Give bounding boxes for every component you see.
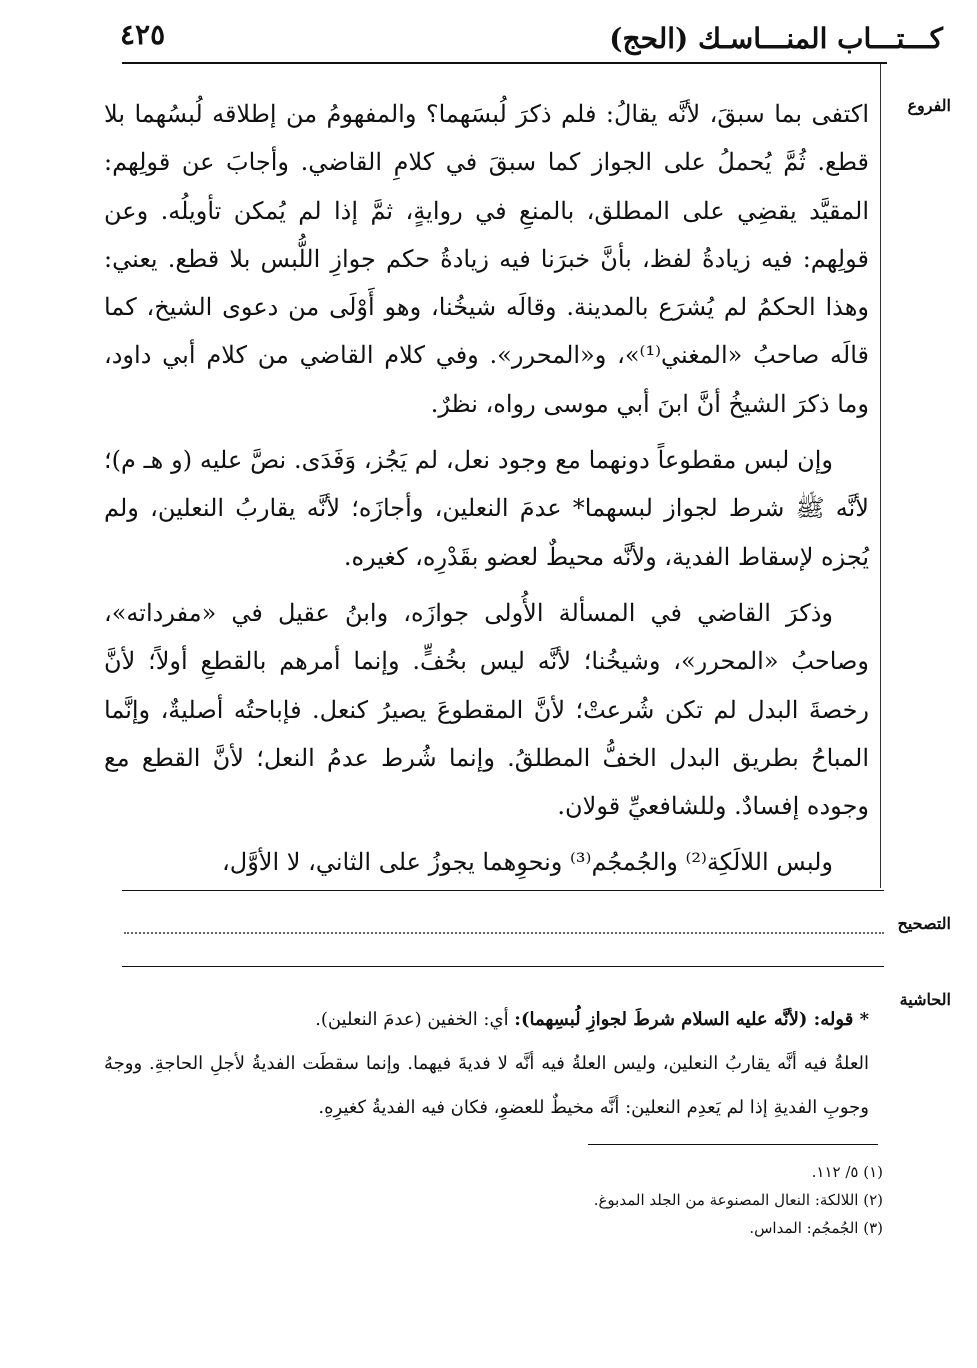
footnotes xyxy=(123,1158,883,1242)
side-label-tashih: التصحيح xyxy=(897,914,951,933)
section-rule xyxy=(122,966,884,967)
running-header-title: كـــتـــاب المنـــاسـك (الحج) xyxy=(609,22,943,55)
page-number: ٤٢٥ xyxy=(120,18,166,51)
paragraph: ولبس اللالَكِة⁽²⁾ والجُمجُم⁽³⁾ ونحوِهما يجوزُ على الثاني، لا الأوَّل، xyxy=(222,848,833,877)
side-label-furu: الفروع xyxy=(907,96,951,115)
section-rule xyxy=(122,890,884,891)
main-text xyxy=(104,90,869,887)
footnote: (٣) الجُمجُم: المداس. xyxy=(749,1219,883,1237)
tashih-dotted-line xyxy=(124,932,884,934)
paragraph: وذكرَ القاضي في المسألة الأُولى جوازَه، وابنُ عقيل في «مفرداته»، وصاحبُ «المحرر»، وشيخُنا؛ لأنَّه ليس بخُفٍّ. وإنما أمرهم بالقطعِ أولاً؛ لأنَّ رخصةَ البدل لم تكن شُرعتْ؛ لأنَّ المقطوعَ يصيرُ كنعل. فإباحتُه أصليةٌ، وإنَّما المباحُ بطريق البدل الخفُّ المطلقُ. وإنما شُرط عدمُ النعل؛ لأنَّ القطع مع وجوده إفسادٌ. وللشافعيِّ قولان. xyxy=(104,598,869,821)
header-rule xyxy=(122,62,887,64)
hashiya-quote: * قوله: (لأنَّه عليه السلام شرطَ لجوازِ لُبسِهما): xyxy=(514,1009,869,1030)
footnote-rule xyxy=(588,1144,878,1145)
hashiya-body: العلةُ فيه أنَّه يقاربُ النعلين، وليس العلةُ فيه أنَّه لا فديةَ فيهما. وإنما سقطَت الفديةُ لأجلِ الحاجةِ. ووجهُ وجوبِ الفديةِ إذا لم يَعدِم النعلين: أنَّه مخيطٌ للعضوِ، فكان فيه الفديةُ كغيرِهِ. xyxy=(104,1053,869,1118)
side-label-hashiya: الحاشية xyxy=(899,990,951,1009)
paragraph: اكتفى بما سبقَ، لأنَّه يقالُ: فلم ذكرَ لُبسَهما؟ والمفهومُ من إطلاقه لُبسُهما بلا قطع. ثُمَّ يُحملُ على الجواز كما سبقَ في كلامِ القاضي. وأجابَ عن قولِهم: المقيَّد يقضِي على المطلق، بالمنعِ في روايةٍ، ثمَّ إذا لم يُمكن تأويلُه. وعن قولِهم: فيه زيادةُ لفظ، بأنَّ خبرَنا فيه زيادةُ حكم جوازِ اللُّبس بلا قطع. يعني: وهذا الحكمُ لم يُشرَع بالمدينة. وقالَه شيخُنا، وهو أَوْلَى من دعوى الشيخ، كما قالَه صاحبُ «المغني⁽¹⁾»، و«المحرر». وفي كلام القاضي من كلام أبي داود، وما ذكرَ الشيخُ أنَّ ابنَ أبي موسى رواه، نظرٌ. xyxy=(104,100,869,418)
footnote: (٢) اللالكة: النعال المصنوعة من الجلد المدبوغ. xyxy=(593,1191,883,1209)
hashiya-lead xyxy=(104,998,869,1042)
paragraph: وإن لبس مقطوعاً دونهما مع وجود نعل، لم يَجُز، وَفَدَى. نصَّ عليه (و هـ م)؛ لأنَّه ﷺ شرط لجواز لبسهما* عدمَ النعلين، وأجازَه؛ لأنَّه يقاربُ النعلين، ولم يُجزه لإسقاط الفدية، ولأنَّه محيطٌ لعضو بقَدْرِه، كغيره. xyxy=(104,446,869,571)
footnote: (١) ٥/ ١١٢. xyxy=(811,1163,883,1181)
hashiya-block xyxy=(104,998,869,1130)
margin-divider xyxy=(880,64,881,888)
hashiya-gloss: أي: الخفين (عدمَ النعلين). xyxy=(315,1009,515,1030)
